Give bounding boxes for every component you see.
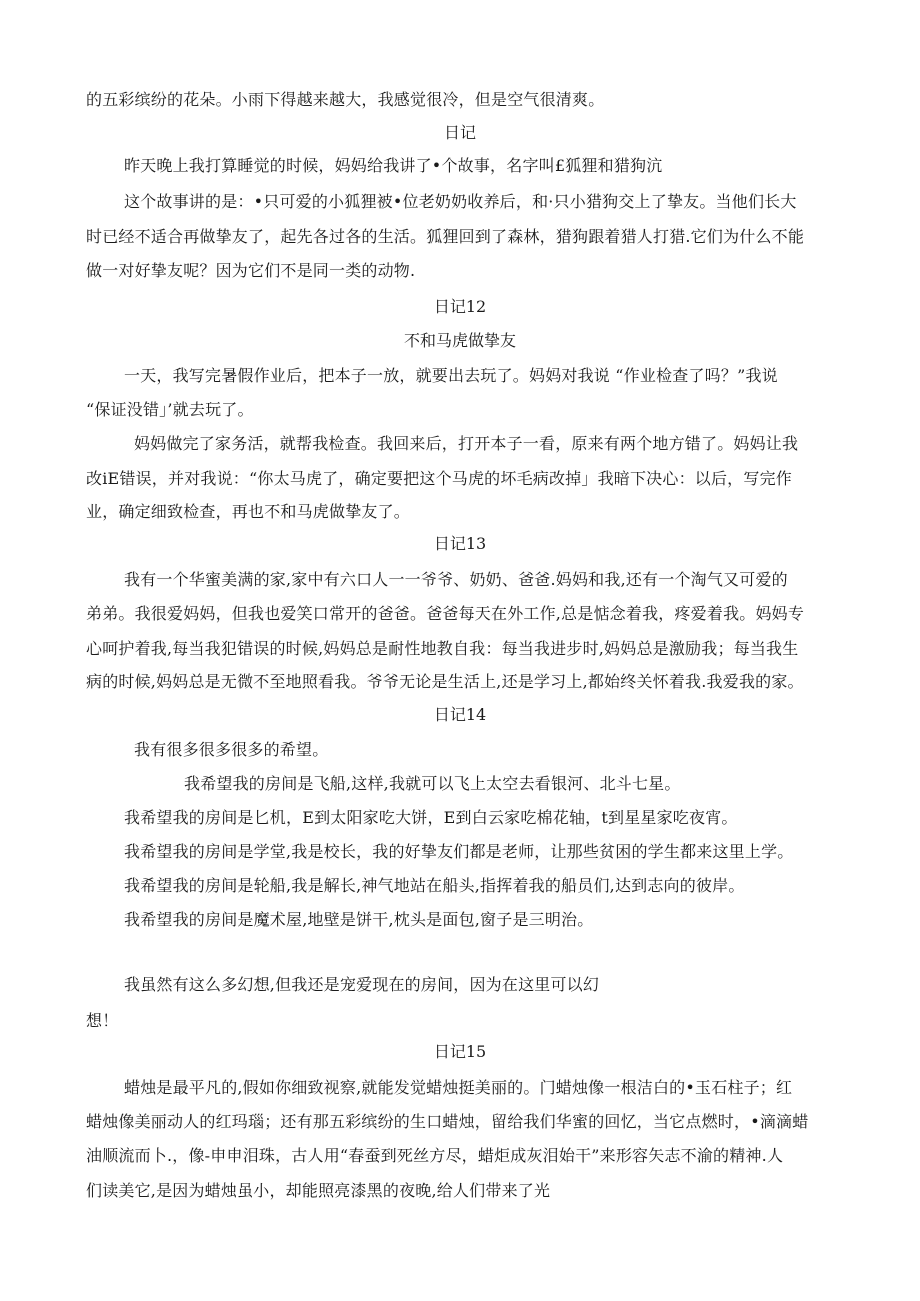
text-line: 我希望我的房间是轮船,我是解长,神气地站在船头,指挥着我的船员们,达到志向的彼岸。 bbox=[124, 876, 745, 895]
text-line: 时已经不适合再做挚友了，起先各过各的生活。狐狸回到了森林，猎狗跟着猎人打猎.它们为什么不能 bbox=[86, 227, 805, 246]
text-line: 油顺流而卜.，像-申申泪珠，古人用“春蚕到死丝方尽，蜡炬成灰泪始干”来形容矢志不渝的精神.人 bbox=[86, 1146, 784, 1165]
text-line: 这个故事讲的是：•只可爱的小狐狸被•位老奶奶收养后，和·只小猎狗交上了挚友。当他们长大 bbox=[124, 192, 797, 211]
text-line: 想！ bbox=[86, 1011, 119, 1030]
text-line: 一天，我写完暑假作业后，把本子一放，就要出去玩了。妈妈对我说 “作业检查了吗？”我说 bbox=[124, 366, 778, 385]
text-line: 妈妈做完了家务活，就帮我检查。我回来后，打开本子一看，原来有两个地方错了。妈妈让我 bbox=[134, 434, 799, 453]
text-line: 做一对好挚友呢？因为它们不是同一类的动物. bbox=[86, 261, 416, 280]
text-line: 我希望我的房间是魔术屋,地壁是饼干,枕头是面包,窗子是三明治。 bbox=[124, 910, 594, 929]
diary-heading: 日记12 bbox=[433, 297, 487, 316]
text-line: 蜡烛像美丽动人的红玛瑙；还有那五彩缤纷的生口蜡烛，留给我们华蜜的回忆，当它点燃时，•滴滴蜡 bbox=[86, 1112, 809, 1131]
text-line: 我有很多很多很多的希望。 bbox=[134, 740, 329, 759]
text-line: 心呵护着我,每当我犯错误的时候,妈妈总是耐性地教自我：每当我进步时,妈妈总是激励我；每当我生 bbox=[86, 639, 799, 658]
text-line: 病的时候,妈妈总是无微不至地照看我。爷爷无论是生活上,还是学习上,都始终关怀着我.我爱我的家。 bbox=[86, 672, 804, 691]
diary-heading: 日记13 bbox=[433, 534, 487, 553]
text-line: 我虽然有这么多幻想,但我还是宠爱现在的房间，因为在这里可以幻 bbox=[124, 975, 600, 994]
text-line: 昨天晚上我打算睡觉的时候，妈妈给我讲了•个故事，名字叫£狐狸和猎狗沆 bbox=[124, 156, 663, 175]
text-line: 蜡烛是最平凡的,假如你细致视察,就能发觉蜡烛挺美丽的。门蜡烛像一根洁白的•玉石柱子；红 bbox=[124, 1078, 793, 1097]
text-line: 我希望我的房间是匕机，E到太阳家吃大饼，E到白云家吃棉花轴，t到星星家吃夜宵。 bbox=[124, 808, 738, 827]
text-line: 们读美它,是因为蜡烛虽小，却能照亮漆黑的夜晚,给人们带来了光 bbox=[86, 1181, 551, 1200]
text-line: 业，确定细致检查，再也不和马虎做挚友了。 bbox=[86, 502, 411, 521]
text-line: 我希望我的房间是飞船,这样,我就可以飞上太空去看银河、北斗七星。 bbox=[184, 774, 681, 793]
diary-heading: 日记14 bbox=[433, 705, 487, 724]
text-line: 我希望我的房间是学堂,我是校长，我的好挚友们都是老师，让那些贫困的学生都来这里上学。 bbox=[124, 842, 794, 861]
text-line: 我有一个华蜜美满的家,家中有六口人一一爷爷、奶奶、爸爸.妈妈和我,还有一个淘气又可爱的 bbox=[124, 570, 788, 589]
diary-heading: 日记15 bbox=[433, 1042, 487, 1061]
text-line: “保证没错」’就去玩了。 bbox=[86, 400, 254, 419]
diary-title: 不和马虎做挚友 bbox=[403, 331, 516, 350]
text-line: 改iE错误，并对我说：“你太马虎了，确定要把这个马虎的坏毛病改掉」我暗下决心：以后，写完作 bbox=[86, 469, 792, 488]
text-line: 的五彩缤纷的花朵。小雨下得越来越大，我感觉很冷，但是空气很清爽。 bbox=[86, 90, 605, 109]
text-line: 弟弟。我很爱妈妈，但我也爱笑口常开的爸爸。爸爸每天在外工作,总是惦念着我，疼爱着我。妈妈专 bbox=[86, 604, 805, 623]
diary-heading: 日记 bbox=[443, 123, 476, 142]
